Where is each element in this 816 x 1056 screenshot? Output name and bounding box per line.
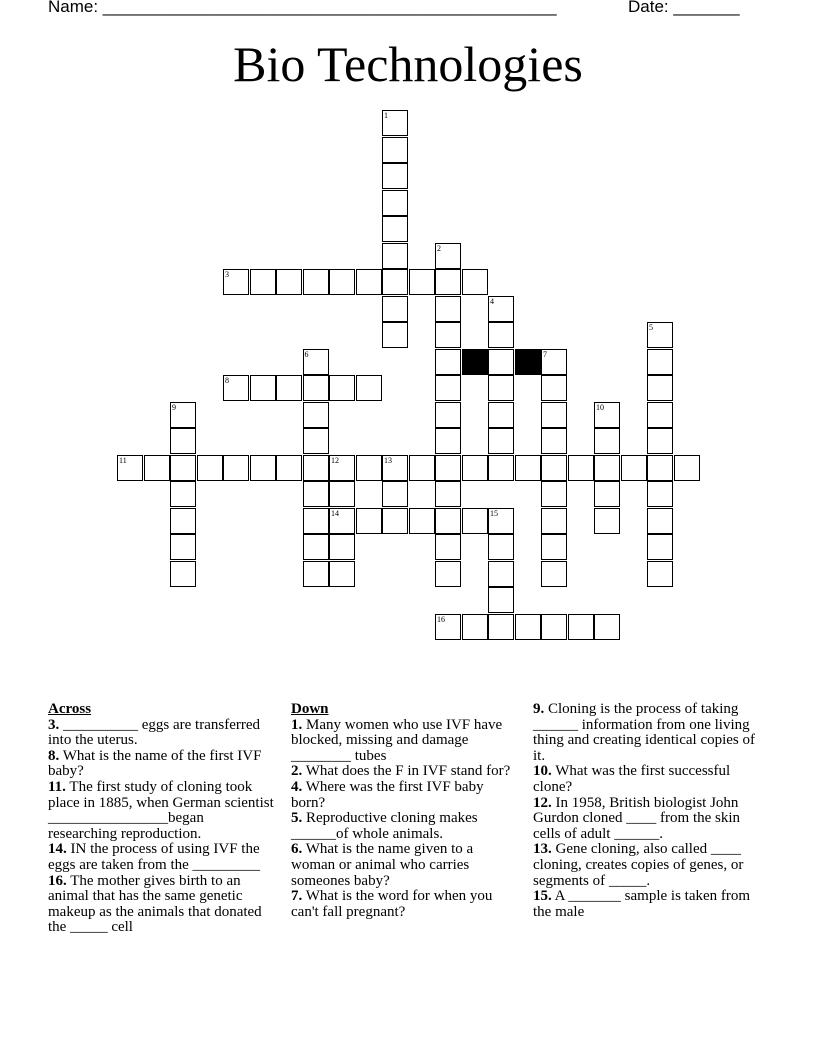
answer-cell[interactable] [541, 349, 567, 375]
answer-cell[interactable] [594, 428, 620, 454]
answer-cell[interactable] [382, 190, 408, 216]
answer-cell[interactable] [488, 428, 514, 454]
answer-cell[interactable] [382, 322, 408, 348]
answer-cell[interactable] [329, 561, 355, 587]
answer-cell[interactable] [462, 455, 488, 481]
answer-cell[interactable] [303, 349, 329, 375]
answer-cell[interactable] [303, 455, 329, 481]
answer-cell[interactable] [250, 375, 276, 401]
answer-cell[interactable] [515, 455, 541, 481]
answer-cell[interactable] [462, 269, 488, 295]
clue-down-15: 15. A _______ sample is taken from the male [533, 888, 751, 920]
black-square [515, 349, 541, 375]
clue-down-12: 12. In 1958, British biologist John Gurdon cloned ____ from the skin cells of adult ______. [533, 794, 741, 842]
answer-cell[interactable] [488, 508, 514, 534]
answer-cell[interactable] [594, 508, 620, 534]
answer-cell[interactable] [276, 375, 302, 401]
answer-cell[interactable] [541, 508, 567, 534]
answer-cell[interactable] [647, 349, 673, 375]
clue-number: 12 [331, 455, 339, 465]
answer-cell[interactable] [541, 455, 567, 481]
clue-down-4: 4. Where was the first IVF baby born? [291, 778, 484, 811]
answer-cell[interactable] [382, 481, 408, 507]
answer-cell[interactable] [409, 455, 435, 481]
answer-cell[interactable] [223, 375, 249, 401]
answer-cell[interactable] [170, 481, 196, 507]
answer-cell[interactable] [435, 614, 461, 640]
answer-cell[interactable] [409, 269, 435, 295]
answer-cell[interactable] [594, 402, 620, 428]
clue-across-3: 3. __________ eggs are transferred into the uterus. [48, 716, 261, 749]
answer-cell[interactable] [382, 216, 408, 242]
clue-down-6: 6. What is the name given to a woman or animal who carries someones baby? [291, 841, 474, 889]
answer-cell[interactable] [223, 455, 249, 481]
answer-cell[interactable] [488, 587, 514, 613]
clue-number: 15 [490, 508, 498, 518]
answer-cell[interactable] [435, 534, 461, 560]
answer-cell[interactable] [276, 269, 302, 295]
answer-cell[interactable] [488, 614, 514, 640]
clue-number: 4 [490, 296, 494, 306]
black-square [462, 349, 488, 375]
answer-cell[interactable] [647, 402, 673, 428]
clue-number: 1 [384, 111, 388, 120]
answer-cell[interactable] [488, 322, 514, 348]
clue-down-9: 9. Cloning is the process of taking ______ information from one living thing and creating identical copies of it. [533, 701, 756, 764]
answer-cell[interactable] [435, 322, 461, 348]
answer-cell[interactable] [250, 455, 276, 481]
clue-number: 2 [437, 243, 441, 253]
clue-across-16: 16. The mother gives birth to an animal that has the same genetic makeup as the animals that donated the _____ cell [48, 872, 262, 936]
answer-cell[interactable] [382, 243, 408, 269]
answer-cell[interactable] [488, 402, 514, 428]
clue-down-10: 10. What was the first successful clone? [533, 763, 731, 795]
answer-cell[interactable] [329, 269, 355, 295]
clue-number: 9 [172, 402, 176, 412]
answer-cell[interactable] [117, 455, 143, 481]
answer-cell[interactable] [356, 375, 382, 401]
clue-number: 14 [331, 508, 339, 518]
answer-cell[interactable] [488, 296, 514, 322]
down-clues-continued [533, 702, 768, 920]
clue-down-7: 7. What is the word for when you can't fall pregnant? [291, 888, 493, 920]
across-heading: Across [48, 701, 92, 717]
answer-cell[interactable] [435, 481, 461, 507]
answer-cell[interactable] [488, 349, 514, 375]
answer-cell[interactable] [568, 455, 594, 481]
answer-cell[interactable] [647, 534, 673, 560]
answer-cell[interactable] [488, 455, 514, 481]
answer-cell[interactable] [329, 455, 355, 481]
answer-cell[interactable] [356, 508, 382, 534]
answer-cell[interactable] [276, 455, 302, 481]
answer-cell[interactable] [303, 269, 329, 295]
answer-cell[interactable] [541, 561, 567, 587]
answer-cell[interactable] [170, 508, 196, 534]
answer-cell[interactable] [329, 508, 355, 534]
answer-cell[interactable] [462, 508, 488, 534]
clue-number: 7 [543, 349, 547, 359]
answer-cell[interactable] [488, 375, 514, 401]
answer-cell[interactable] [541, 614, 567, 640]
answer-cell[interactable] [435, 455, 461, 481]
down-clues [291, 702, 519, 920]
answer-cell[interactable] [541, 428, 567, 454]
answer-cell[interactable] [382, 455, 408, 481]
answer-cell[interactable] [647, 375, 673, 401]
clue-number: 8 [225, 376, 229, 385]
answer-cell[interactable] [568, 614, 594, 640]
answer-cell[interactable] [647, 508, 673, 534]
answer-cell[interactable] [541, 481, 567, 507]
clue-down-1: 1. Many women who use IVF have blocked, missing and damage ________ tubes [291, 716, 503, 764]
answer-cell[interactable] [197, 455, 223, 481]
answer-cell[interactable] [144, 455, 170, 481]
answer-cell[interactable] [488, 561, 514, 587]
clue-down-13: 13. Gene cloning, also called ____ cloning, creates copies of genes, or segments of _____. [533, 841, 744, 889]
answer-cell[interactable] [674, 455, 700, 481]
answer-cell[interactable] [382, 137, 408, 163]
answer-cell[interactable] [462, 614, 488, 640]
answer-cell[interactable] [303, 481, 329, 507]
clue-across-8: 8. What is the name of the first IVF baby? [48, 747, 262, 780]
clue-number: 16 [437, 614, 445, 624]
answer-cell[interactable] [303, 375, 329, 401]
answer-cell[interactable] [356, 455, 382, 481]
name-field-label: Name: ________________________________________________ [48, 0, 557, 16]
answer-cell[interactable] [435, 243, 461, 269]
answer-cell[interactable] [329, 481, 355, 507]
answer-cell[interactable] [409, 508, 435, 534]
answer-cell[interactable] [435, 375, 461, 401]
answer-cell[interactable] [621, 455, 647, 481]
answer-cell[interactable] [515, 614, 541, 640]
answer-cell[interactable] [170, 455, 196, 481]
answer-cell[interactable] [594, 481, 620, 507]
answer-cell[interactable] [541, 375, 567, 401]
answer-cell[interactable] [356, 269, 382, 295]
answer-cell[interactable] [382, 508, 408, 534]
answer-cell[interactable] [303, 428, 329, 454]
answer-cell[interactable] [329, 375, 355, 401]
clue-number: 5 [649, 323, 653, 332]
clue-number: 13 [384, 455, 392, 465]
answer-cell[interactable] [647, 322, 673, 348]
answer-cell[interactable] [488, 534, 514, 560]
clue-across-11: 11. The first study of cloning took place in 1885, when German scientist ________________began researching reproduction. [48, 778, 274, 842]
answer-cell[interactable] [170, 561, 196, 587]
answer-cell[interactable] [541, 402, 567, 428]
answer-cell[interactable] [647, 561, 673, 587]
answer-cell[interactable] [647, 481, 673, 507]
clue-number: 11 [119, 455, 127, 465]
answer-cell[interactable] [382, 163, 408, 189]
answer-cell[interactable] [594, 614, 620, 640]
answer-cell[interactable] [435, 508, 461, 534]
clue-number: 10 [596, 402, 604, 412]
answer-cell[interactable] [170, 534, 196, 560]
answer-cell[interactable] [647, 428, 673, 454]
answer-cell[interactable] [303, 402, 329, 428]
down-heading: Down [291, 701, 329, 717]
answer-cell[interactable] [435, 296, 461, 322]
clue-number: 6 [304, 349, 309, 359]
answer-cell[interactable] [435, 269, 461, 295]
answer-cell[interactable] [435, 428, 461, 454]
answer-cell[interactable] [382, 269, 408, 295]
answer-cell[interactable] [541, 534, 567, 560]
answer-cell[interactable] [435, 402, 461, 428]
clue-down-2: 2. What does the F in IVF stand for? [291, 763, 511, 780]
clue-down-5: 5. Reproductive cloning makes ______of whole animals. [291, 810, 478, 842]
answer-cell[interactable] [329, 534, 355, 560]
answer-cell[interactable] [594, 455, 620, 481]
puzzle-title: Bio Technologies [233, 36, 583, 92]
answer-cell[interactable] [303, 534, 329, 560]
answer-cell[interactable] [435, 561, 461, 587]
answer-cell[interactable] [303, 508, 329, 534]
date-field-label: Date: _______ [628, 0, 740, 16]
answer-cell[interactable] [303, 561, 329, 587]
answer-cell[interactable] [250, 269, 276, 295]
answer-cell[interactable] [435, 349, 461, 375]
answer-cell[interactable] [170, 402, 196, 428]
clue-number: 3 [225, 270, 229, 279]
clue-across-14: 14. IN the process of using IVF the eggs are taken from the _________ [48, 841, 261, 873]
answer-cell[interactable] [647, 455, 673, 481]
answer-cell[interactable] [170, 428, 196, 454]
across-clues [48, 702, 276, 936]
answer-cell[interactable] [382, 110, 408, 136]
answer-cell[interactable] [382, 296, 408, 322]
answer-cell[interactable] [223, 269, 249, 295]
